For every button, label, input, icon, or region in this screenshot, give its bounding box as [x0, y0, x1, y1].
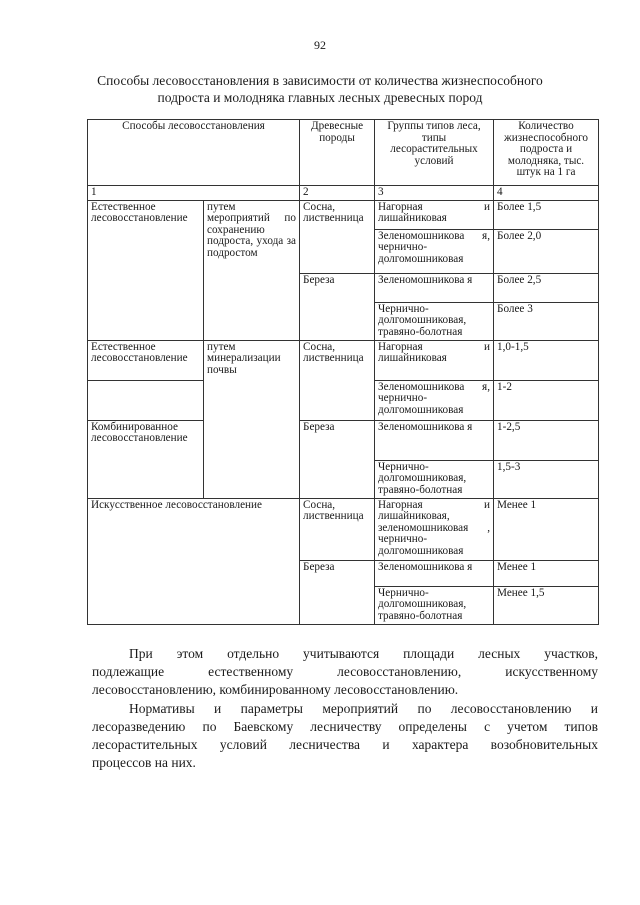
species-cell: Сосна, лиственница	[300, 340, 375, 420]
method-cell: Комбинированное лесовосстановление	[88, 420, 204, 460]
quantity-cell: Более 2,0	[494, 229, 599, 273]
quantity-cell: Более 3	[494, 302, 599, 340]
quantity-cell: Менее 1,5	[494, 586, 599, 624]
species-cell: Береза	[300, 273, 375, 340]
column-number: 3	[375, 186, 494, 201]
quantity-cell: 1,5-3	[494, 460, 599, 498]
forest-type-cell: Чернично-долгомошниковая, травяно-болотная	[375, 302, 494, 340]
title-line-1: Способы лесовосстановления в зависимости от количества жизнеспособного	[97, 73, 543, 88]
species-cell: Сосна, лиственница	[300, 200, 375, 273]
method-cell: Искусственное лесовосстановление	[88, 498, 300, 624]
column-number: 1	[88, 186, 300, 201]
forest-type-cell: Зеленомошникова я	[375, 560, 494, 586]
quantity-cell: Менее 1	[494, 560, 599, 586]
quantity-cell: 1-2,5	[494, 420, 599, 460]
forest-type-cell: Нагорная и лишайниковая	[375, 200, 494, 229]
reforestation-table	[87, 119, 599, 625]
header-groups: Группы типов леса, типы лесорастительных условий	[375, 120, 494, 186]
forest-type-cell: Чернично-долгомошниковая, травяно-болотная	[375, 586, 494, 624]
forest-type-cell: Нагорная и лишайниковая	[375, 340, 494, 380]
header-row	[88, 120, 599, 186]
paragraph-line: При этом отдельно учитываются площади лесных участков,	[129, 646, 598, 661]
table-row	[88, 200, 599, 229]
paragraph-line: лесорастительных условий лесничества и характера возобновительных	[92, 737, 598, 752]
species-cell: Береза	[300, 420, 375, 498]
quantity-cell: Более 1,5	[494, 200, 599, 229]
page-number: 92	[314, 38, 326, 52]
species-cell: Сосна, лиственница	[300, 498, 375, 560]
paragraph-1	[92, 645, 598, 699]
forest-type-cell: Зеленомошникова я, чернично-долгомошниковая	[375, 229, 494, 273]
numbering-row	[88, 186, 599, 201]
paragraph-line: процессов на них.	[92, 755, 196, 770]
method-way-cell: путем минерализации почвы	[204, 340, 300, 498]
quantity-cell: Менее 1	[494, 498, 599, 560]
table-title	[92, 72, 548, 106]
table-row	[88, 498, 599, 560]
method-cell: Естественное лесовосстановление	[88, 340, 204, 380]
paragraph-line: лесоразведению по Баевскому лесничеству определены с учетом типов	[92, 719, 598, 734]
quantity-cell: 1,0-1,5	[494, 340, 599, 380]
method-cell: Естественное лесовосстановление	[88, 200, 204, 340]
species-cell: Береза	[300, 560, 375, 624]
table-row	[88, 420, 599, 460]
column-number: 4	[494, 186, 599, 201]
paragraph-line: лесовосстановлению, комбинированному лесовосстановлению.	[92, 682, 459, 697]
paragraph-2	[92, 700, 598, 772]
empty-cell	[88, 460, 204, 498]
header-methods: Способы лесовосстановления	[88, 120, 300, 186]
forest-type-cell: Чернично-долгомошниковая, травяно-болотная	[375, 460, 494, 498]
paragraph-line: подлежащие естественному лесовосстановлению, искусственному	[92, 664, 598, 679]
paragraph-line: Нормативы и параметры мероприятий по лесовосстановлению и	[129, 701, 598, 716]
method-way-cell: путем мероприятий по сохранению подроста, ухода за подростом	[204, 200, 300, 340]
forest-type-cell: Зеленомошникова я, чернично-долгомошниковая	[375, 380, 494, 420]
title-line-2: подроста и молодняка главных лесных древесных пород	[157, 90, 483, 105]
header-species: Древесные породы	[300, 120, 375, 186]
forest-type-cell: Нагорная и лишайниковая, зеленомошниковая , чернично-долгомошниковая	[375, 498, 494, 560]
empty-cell	[88, 380, 204, 420]
quantity-cell: Более 2,5	[494, 273, 599, 302]
forest-type-cell: Зеленомошникова я	[375, 273, 494, 302]
table-row	[88, 340, 599, 380]
column-number: 2	[300, 186, 375, 201]
quantity-cell: 1-2	[494, 380, 599, 420]
forest-type-cell: Зеленомошникова я	[375, 420, 494, 460]
header-quantity: Количество жизнеспособного подроста и молодняка, тыс. штук на 1 га	[494, 120, 599, 186]
